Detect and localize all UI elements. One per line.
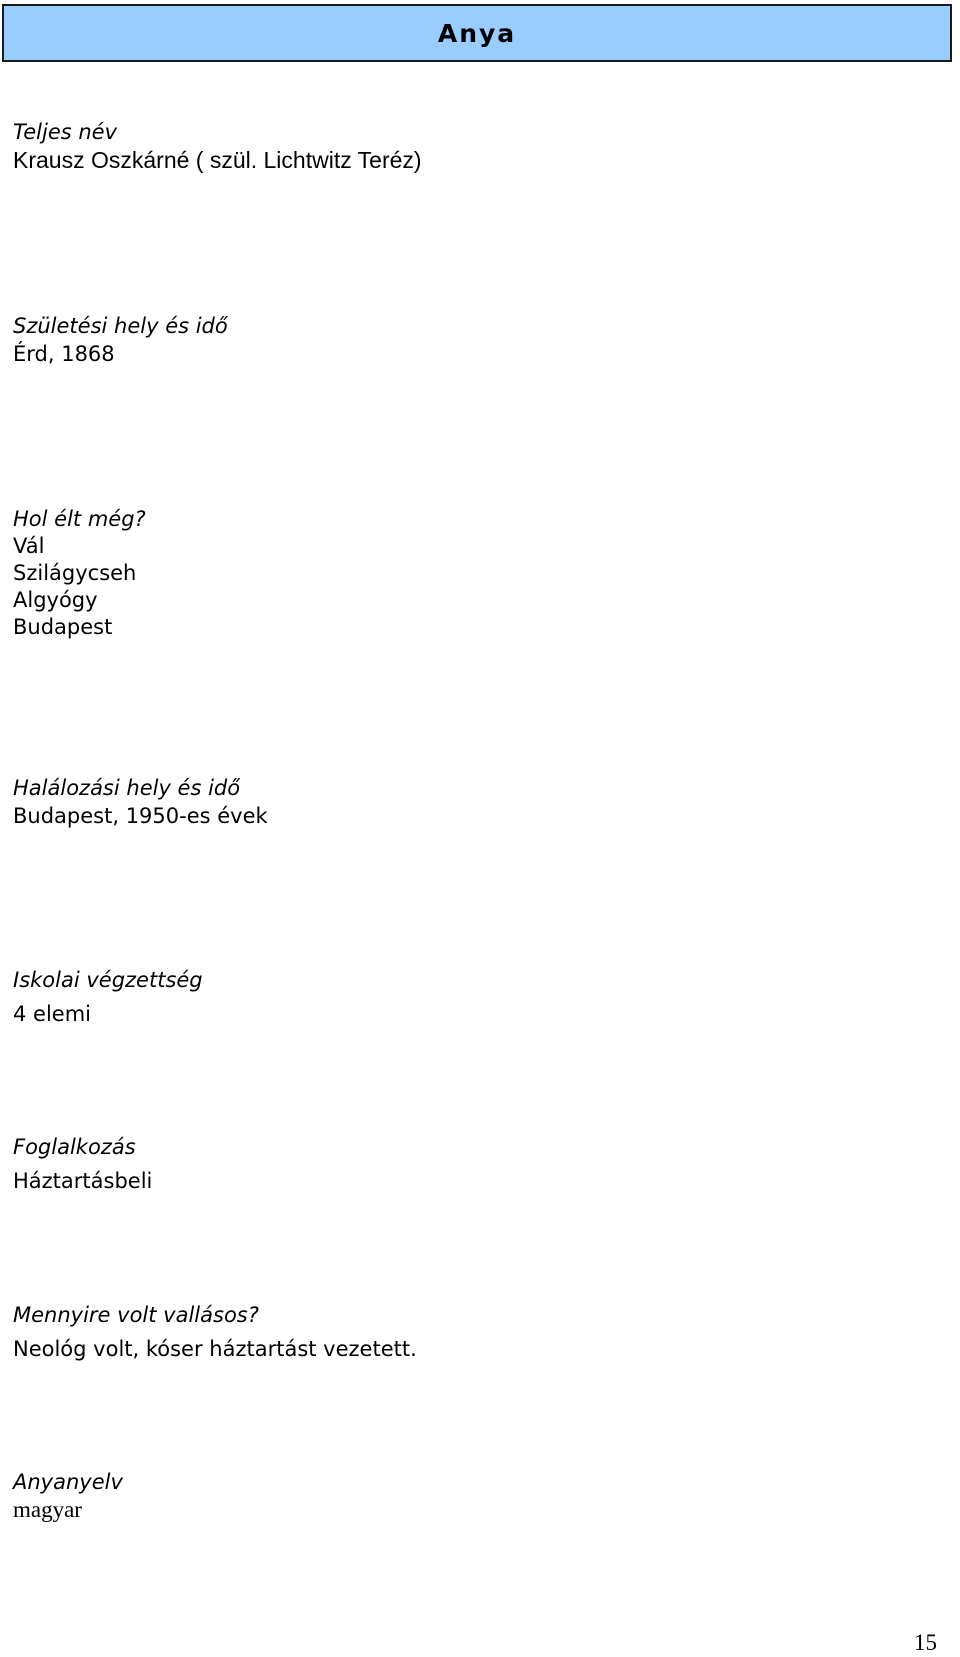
page-number: 15	[914, 1630, 937, 1655]
field-label: Mennyire volt vallásos?	[13, 1303, 259, 1327]
field-value: Neológ volt, kóser háztartást vezetett.	[13, 1337, 417, 1361]
field-language	[13, 1468, 123, 1524]
list-item: Vál	[13, 534, 45, 558]
field-full-name	[13, 118, 422, 174]
field-religion	[13, 1301, 417, 1363]
field-value: Háztartásbeli	[13, 1169, 153, 1193]
field-value: Érd, 1868	[13, 342, 115, 366]
list-item: Budapest	[13, 615, 113, 639]
field-lived	[13, 505, 146, 641]
field-label: Teljes név	[13, 120, 118, 144]
field-label: Halálozási hely és idő	[13, 776, 241, 800]
field-label: Foglalkozás	[13, 1135, 136, 1159]
field-occupation	[13, 1133, 152, 1195]
field-value: magyar	[13, 1497, 82, 1522]
field-education	[13, 966, 203, 1028]
section-header	[2, 4, 952, 62]
field-label: Születési hely és idő	[13, 314, 228, 338]
section-title: Anya	[437, 18, 517, 48]
field-label: Hol élt még?	[13, 507, 146, 531]
field-value: 4 elemi	[13, 1002, 92, 1026]
list-item: Szilágycseh	[13, 561, 137, 585]
list-item: Algyógy	[13, 588, 98, 612]
field-value: Krausz Oszkárné ( szül. Lichtwitz Teréz)	[13, 147, 422, 173]
field-label: Anyanyelv	[13, 1470, 123, 1494]
field-label: Iskolai végzettség	[13, 968, 203, 992]
field-birth	[13, 312, 228, 368]
field-death	[13, 774, 268, 830]
field-value: Budapest, 1950-es évek	[13, 804, 268, 828]
